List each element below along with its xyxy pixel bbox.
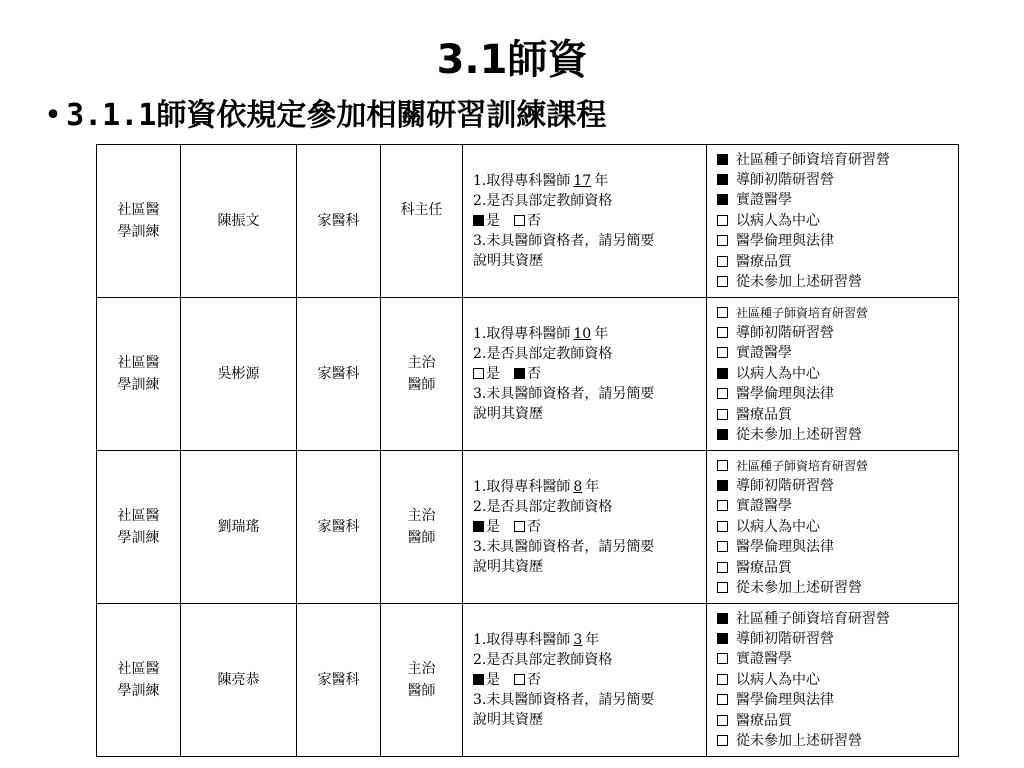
department: 家醫科 [317, 519, 360, 535]
training-camp-label: 醫療品質 [736, 712, 792, 729]
training-camp-checkbox[interactable] [717, 256, 728, 267]
course-cell [97, 145, 181, 298]
training-camp-checkbox[interactable] [717, 715, 728, 726]
training-camp-item [717, 364, 958, 384]
training-camp-label: 實證醫學 [736, 651, 792, 668]
job-title-line1: 科主任 [400, 202, 443, 218]
training-camp-item [717, 405, 958, 425]
training-camp-item [717, 731, 958, 751]
specialist-years-label: 1.取得專科醫師 [473, 326, 571, 342]
job-title-cell [381, 604, 463, 757]
yes-checkbox[interactable] [473, 521, 484, 532]
teacher-cert-options [473, 364, 706, 384]
training-camp-checkbox[interactable] [717, 653, 728, 664]
non-physician-note-2: 說明其資歷 [473, 406, 543, 422]
teacher-cert-question: 2.是否具部定教師資格 [473, 652, 613, 668]
specialist-years-value: 3 [573, 632, 583, 648]
no-checkbox[interactable] [514, 215, 525, 226]
course-line1: 社區醫 [117, 661, 160, 677]
training-camp-label: 社區種子師資培育研習營 [736, 305, 869, 320]
qualification-cell [463, 145, 707, 298]
teacher-cert-options [473, 517, 706, 537]
yes-label: 是 [486, 213, 500, 229]
training-camp-item [717, 711, 958, 731]
no-checkbox[interactable] [514, 521, 525, 532]
training-camp-checkbox[interactable] [717, 429, 728, 440]
course-line2: 學訓練 [117, 530, 160, 546]
non-physician-note: 3.未具醫師資格者，請另簡要 [473, 233, 655, 249]
training-camp-checkbox[interactable] [717, 327, 728, 338]
training-camp-label: 醫學倫理與法律 [736, 233, 834, 250]
course-line2: 學訓練 [117, 683, 160, 699]
years-unit: 年 [594, 326, 609, 342]
teacher-name: 吳彬源 [217, 366, 260, 382]
years-unit: 年 [585, 632, 600, 648]
job-title-cell [381, 145, 463, 298]
qualification-cell [463, 451, 707, 604]
job-title-line1: 主治 [407, 508, 436, 524]
teacher-name: 劉瑞瑤 [217, 519, 260, 535]
training-camp-label: 從未參加上述研習營 [736, 580, 862, 597]
yes-checkbox[interactable] [473, 215, 484, 226]
training-camp-checkbox[interactable] [717, 460, 728, 471]
course-line2: 學訓練 [117, 224, 160, 240]
specialist-years-label: 1.取得專科醫師 [473, 173, 571, 189]
training-camp-label: 導師初階研習營 [736, 171, 834, 188]
job-title-line1: 主治 [407, 355, 436, 371]
training-camp-label: 醫療品質 [736, 559, 792, 576]
training-camp-label: 社區種子師資培育研習營 [736, 610, 890, 627]
training-camp-item [717, 609, 958, 629]
non-physician-note: 3.未具醫師資格者，請另簡要 [473, 692, 655, 708]
faculty-table-body [97, 145, 959, 757]
specialist-years-value: 17 [573, 173, 592, 189]
training-camp-checkbox[interactable] [717, 194, 728, 205]
training-camp-checkbox[interactable] [717, 174, 728, 185]
training-camp-label: 醫療品質 [736, 253, 792, 270]
training-camp-item [717, 272, 958, 292]
name-cell [181, 298, 297, 451]
non-physician-note-2: 說明其資歷 [473, 559, 543, 575]
page-title: 3.1師資 [436, 37, 588, 83]
training-camp-label: 實證醫學 [736, 192, 792, 209]
training-camp-label: 以病人為中心 [736, 671, 820, 688]
job-title-line2: 醫師 [407, 683, 436, 699]
training-camps-cell [707, 298, 959, 451]
teacher-name: 陳振文 [217, 213, 260, 229]
name-cell [181, 604, 297, 757]
training-camp-checkbox[interactable] [717, 276, 728, 287]
specialist-years-value: 10 [573, 326, 592, 342]
teacher-cert-question: 2.是否具部定教師資格 [473, 193, 613, 209]
table-row [97, 451, 959, 604]
training-camp-label: 以病人為中心 [736, 518, 820, 535]
training-camp-label: 從未參加上述研習營 [736, 427, 862, 444]
training-camp-label: 醫學倫理與法律 [736, 539, 834, 556]
training-camp-checkbox[interactable] [717, 154, 728, 165]
dept-cell [297, 604, 381, 757]
training-camp-label: 社區種子師資培育研習營 [736, 458, 869, 473]
training-camp-item [717, 476, 958, 496]
course-line1: 社區醫 [117, 508, 160, 524]
course-line2: 學訓練 [117, 377, 160, 393]
no-label: 否 [527, 672, 541, 688]
yes-label: 是 [486, 519, 500, 535]
training-camp-label: 醫療品質 [736, 406, 792, 423]
training-camp-checkbox[interactable] [717, 388, 728, 399]
table-row [97, 145, 959, 298]
training-camp-item [717, 578, 958, 598]
training-camp-label: 導師初階研習營 [736, 630, 834, 647]
training-camp-checkbox[interactable] [717, 215, 728, 226]
course-cell [97, 604, 181, 757]
years-unit: 年 [585, 479, 600, 495]
training-camp-checkbox[interactable] [717, 694, 728, 705]
training-camp-item [717, 456, 958, 476]
job-title-cell [381, 298, 463, 451]
no-label: 否 [527, 519, 541, 535]
department: 家醫科 [317, 672, 360, 688]
non-physician-note-2: 說明其資歷 [473, 253, 543, 269]
training-camp-checkbox[interactable] [717, 521, 728, 532]
table-row [97, 604, 959, 757]
teacher-cert-question: 2.是否具部定教師資格 [473, 499, 613, 515]
training-camp-item [717, 252, 958, 272]
teacher-cert-question: 2.是否具部定教師資格 [473, 346, 613, 362]
training-camp-checkbox[interactable] [717, 500, 728, 511]
department: 家醫科 [317, 366, 360, 382]
training-camp-label: 以病人為中心 [736, 365, 820, 382]
training-camp-label: 從未參加上述研習營 [736, 274, 862, 291]
dept-cell [297, 145, 381, 298]
training-camp-checkbox[interactable] [717, 347, 728, 358]
training-camp-item [717, 425, 958, 445]
training-camp-label: 以病人為中心 [736, 212, 820, 229]
section-heading-text: 3.1.1師資依規定參加相關研習訓練課程 [66, 98, 607, 133]
training-camp-checkbox[interactable] [717, 307, 728, 318]
training-camp-item [717, 343, 958, 363]
teacher-cert-options [473, 670, 706, 690]
yes-checkbox[interactable] [473, 674, 484, 685]
qualification-cell [463, 604, 707, 757]
no-label: 否 [527, 366, 541, 382]
training-camp-checkbox[interactable] [717, 735, 728, 746]
specialist-years-label: 1.取得專科醫師 [473, 479, 571, 495]
qualification-cell [463, 298, 707, 451]
non-physician-note-2: 說明其資歷 [473, 712, 543, 728]
job-title-line2: 醫師 [407, 530, 436, 546]
training-camp-item [717, 537, 958, 557]
yes-label: 是 [486, 672, 500, 688]
no-checkbox[interactable] [514, 674, 525, 685]
training-camps-cell [707, 145, 959, 298]
training-camp-checkbox[interactable] [717, 633, 728, 644]
name-cell [181, 145, 297, 298]
training-camp-label: 實證醫學 [736, 498, 792, 515]
training-camp-checkbox[interactable] [717, 582, 728, 593]
training-camp-item [717, 690, 958, 710]
department: 家醫科 [317, 213, 360, 229]
training-camps-cell [707, 604, 959, 757]
non-physician-note: 3.未具醫師資格者，請另簡要 [473, 539, 655, 555]
training-camp-item [717, 558, 958, 578]
course-cell [97, 451, 181, 604]
yes-checkbox[interactable] [473, 368, 484, 379]
training-camp-item [717, 496, 958, 516]
training-camp-item [717, 170, 958, 190]
course-cell [97, 298, 181, 451]
training-camp-label: 從未參加上述研習營 [736, 733, 862, 750]
yes-label: 是 [486, 366, 500, 382]
table-row [97, 298, 959, 451]
training-camp-checkbox[interactable] [717, 613, 728, 624]
no-label: 否 [527, 213, 541, 229]
teacher-name: 陳亮恭 [217, 672, 260, 688]
training-camp-item [717, 629, 958, 649]
training-camp-checkbox[interactable] [717, 541, 728, 552]
training-camp-checkbox[interactable] [717, 674, 728, 685]
training-camp-item [717, 649, 958, 669]
teacher-cert-options [473, 211, 706, 231]
non-physician-note: 3.未具醫師資格者，請另簡要 [473, 386, 655, 402]
training-camp-item [717, 517, 958, 537]
dept-cell [297, 298, 381, 451]
job-title-line2: 醫師 [407, 377, 436, 393]
training-camp-checkbox[interactable] [717, 562, 728, 573]
specialist-years-label: 1.取得專科醫師 [473, 632, 571, 648]
job-title-cell [381, 451, 463, 604]
section-heading [44, 96, 606, 136]
training-camp-item [717, 150, 958, 170]
training-camps-cell [707, 451, 959, 604]
training-camp-item [717, 323, 958, 343]
faculty-table [96, 144, 959, 757]
training-camp-item [717, 303, 958, 323]
training-camp-label: 實證醫學 [736, 345, 792, 362]
training-camp-item [717, 670, 958, 690]
training-camp-checkbox[interactable] [717, 235, 728, 246]
training-camp-item [717, 231, 958, 251]
training-camp-label: 社區種子師資培育研習營 [736, 151, 890, 168]
years-unit: 年 [594, 173, 609, 189]
bullet: • [44, 98, 63, 133]
training-camp-item [717, 190, 958, 210]
course-line1: 社區醫 [117, 202, 160, 218]
training-camp-label: 導師初階研習營 [736, 477, 834, 494]
training-camp-label: 醫學倫理與法律 [736, 386, 834, 403]
job-title-line1: 主治 [407, 661, 436, 677]
training-camp-checkbox[interactable] [717, 368, 728, 379]
course-line1: 社區醫 [117, 355, 160, 371]
training-camp-label: 醫學倫理與法律 [736, 692, 834, 709]
no-checkbox[interactable] [514, 368, 525, 379]
specialist-years-value: 8 [573, 479, 583, 495]
dept-cell [297, 451, 381, 604]
training-camp-item [717, 211, 958, 231]
training-camp-label: 導師初階研習營 [736, 324, 834, 341]
training-camp-item [717, 384, 958, 404]
training-camp-checkbox[interactable] [717, 409, 728, 420]
name-cell [181, 451, 297, 604]
training-camp-checkbox[interactable] [717, 480, 728, 491]
